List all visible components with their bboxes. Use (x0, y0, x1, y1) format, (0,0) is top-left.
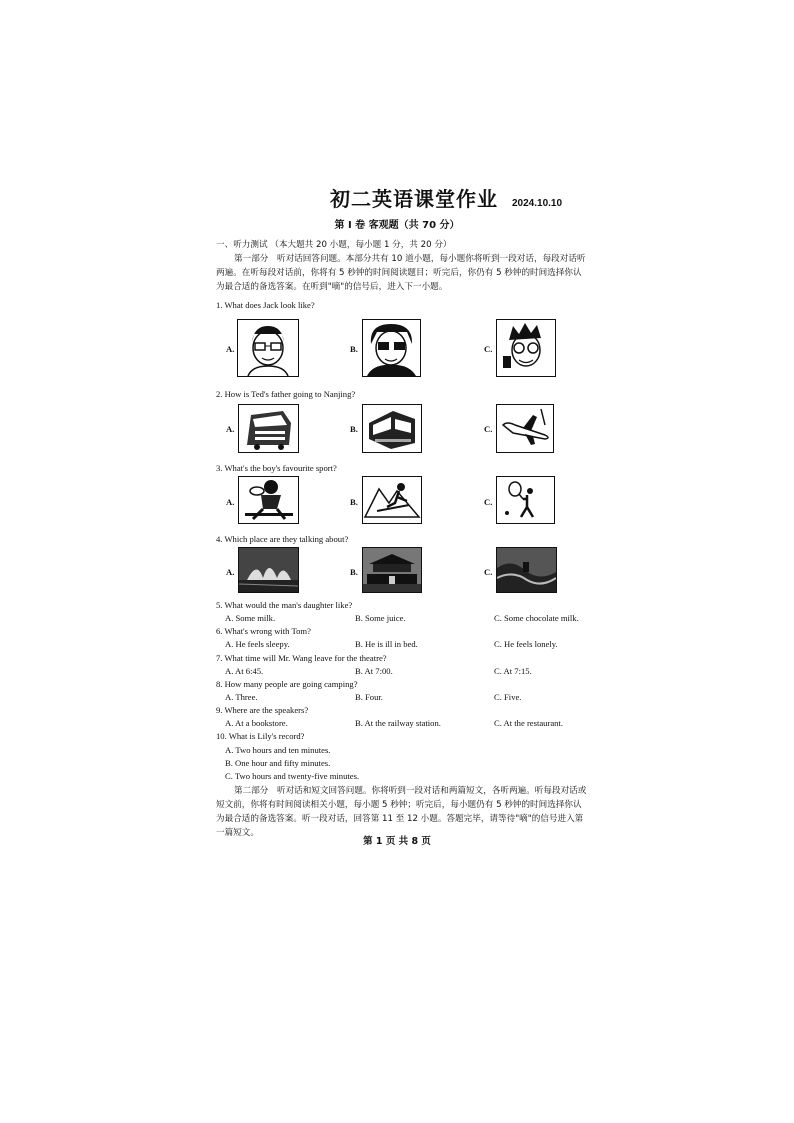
bus-icon[interactable] (362, 404, 422, 453)
answer-option[interactable]: C. At 7:15. (494, 666, 532, 676)
answer-option[interactable]: C. Two hours and twenty-five minutes. (225, 771, 360, 781)
option-label: B. (350, 344, 358, 354)
question-1: 1. What does Jack look like? (216, 300, 315, 310)
answer-option[interactable]: B. Four. (355, 692, 383, 702)
question-8: 8. How many people are going camping? (216, 679, 358, 689)
boy-sunglasses-face-icon[interactable] (362, 319, 421, 377)
option-label: A. (226, 567, 235, 577)
page-footer: 第 1 页 共 8 页 (363, 836, 431, 847)
answer-option[interactable]: B. At the railway station. (355, 718, 441, 728)
title-text: 初二英语课堂作业 (330, 187, 498, 211)
section-subtitle: 第 I 卷 客观题（共 70 分） (334, 220, 460, 231)
answer-option[interactable]: C. Five. (494, 692, 522, 702)
answer-option[interactable]: B. At 7:00. (355, 666, 393, 676)
plane-icon[interactable] (496, 404, 554, 453)
option-label: A. (226, 344, 235, 354)
answer-option[interactable]: C. He feels lonely. (494, 639, 558, 649)
train-icon[interactable] (238, 404, 299, 453)
question-2: 2. How is Ted's father going to Nanjing? (216, 389, 356, 399)
option-label: B. (350, 424, 358, 434)
answer-option[interactable]: B. Some juice. (355, 613, 406, 623)
question-7: 7. What time will Mr. Wang leave for the theatre? (216, 653, 387, 663)
answer-option[interactable]: A. At 6:45. (225, 666, 264, 676)
tennis-icon[interactable] (496, 476, 555, 524)
answer-option[interactable]: A. Three. (225, 692, 258, 702)
answer-option[interactable]: A. Some milk. (225, 613, 276, 623)
option-label: C. (484, 424, 493, 434)
question-9: 9. Where are the speakers? (216, 705, 309, 715)
boy-glasses-face-icon[interactable] (237, 319, 299, 377)
option-label: A. (226, 497, 235, 507)
date-text: 2024.10.10 (512, 198, 563, 209)
question-3: 3. What's the boy's favourite sport? (216, 463, 337, 473)
page-title (330, 183, 590, 211)
listening-heading: 一、听力测试 （本大题共 20 小题，每小题 1 分，共 20 分） (216, 240, 452, 250)
question-10: 10. What is Lily's record? (216, 731, 305, 741)
table-tennis-icon[interactable] (238, 476, 299, 524)
question-4: 4. Which place are they talking about? (216, 534, 349, 544)
skiing-icon[interactable] (362, 476, 422, 524)
option-label: A. (226, 424, 235, 434)
answer-option[interactable]: A. At a bookstore. (225, 718, 288, 728)
answer-option[interactable]: C. At the restaurant. (494, 718, 563, 728)
part1-instructions: 第一部分 听对话回答问题。本部分共有 10 道小题，每小题你将听到一段对话，每段对话听两遍。在听每段对话前，你将有 5 秒钟的时间阅读题目；听完后，你仍有 5 秒钟的时间选择你认为最合适的备选答案。在听到"嘀"的信号后，进入下一小题。 (216, 254, 586, 292)
answer-option[interactable]: A. Two hours and ten minutes. (225, 745, 331, 755)
answer-option[interactable]: C. Some chocolate milk. (494, 613, 579, 623)
option-label: B. (350, 497, 358, 507)
question-6: 6. What's wrong with Tom? (216, 626, 311, 636)
question-5: 5. What would the man's daughter like? (216, 600, 353, 610)
option-label: C. (484, 344, 493, 354)
answer-option[interactable]: B. One hour and fifty minutes. (225, 758, 331, 768)
answer-option[interactable]: A. He feels sleepy. (225, 639, 290, 649)
option-label: B. (350, 567, 358, 577)
great-wall-icon[interactable] (496, 547, 557, 593)
answer-option[interactable]: B. He is ill in bed. (355, 639, 418, 649)
option-label: C. (484, 567, 493, 577)
opera-house-icon[interactable] (238, 547, 299, 593)
tiananmen-icon[interactable] (362, 547, 422, 593)
boy-spiky-hair-face-icon[interactable] (496, 319, 556, 377)
part2-instructions: 第二部分 听对话和短文回答问题。你将听到一段对话和两篇短文，各听两遍。听每段对话或短文前，你将有时间阅读相关小题，每小题 5 秒钟；听完后，每小题仍有 5 秒钟的时间选择你认为最合适的备选答案。听一段对话，回答第 11 至 12 小题。答题完毕，请等待"嘀"的信号进入第一篇短文。 (216, 786, 587, 838)
option-label: C. (484, 497, 493, 507)
